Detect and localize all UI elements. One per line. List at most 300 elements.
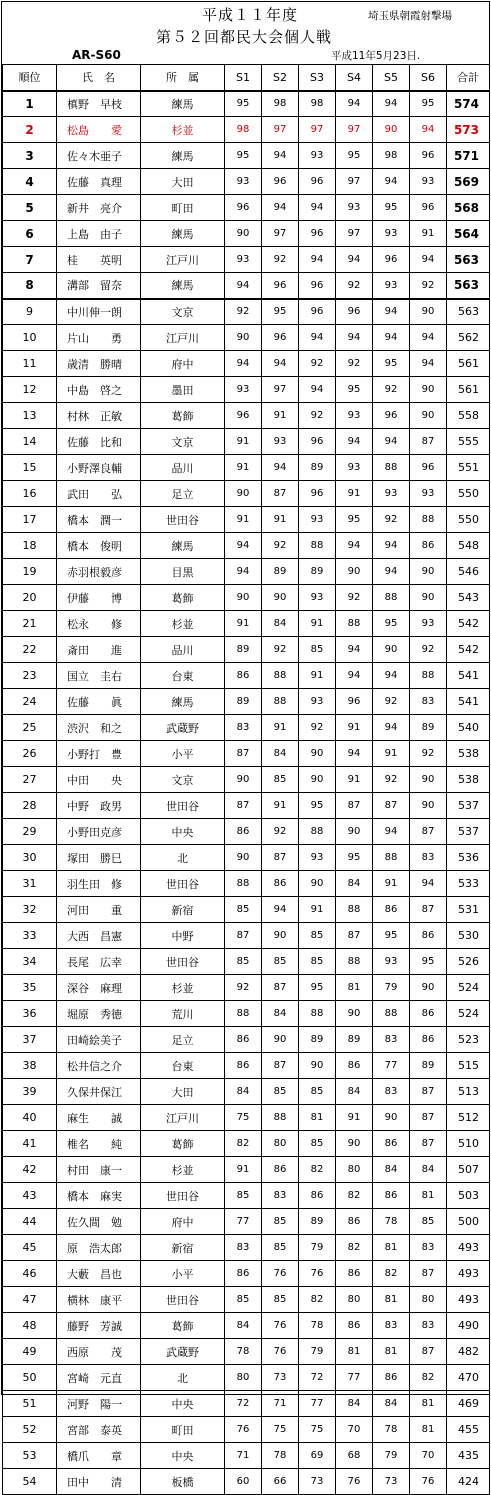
total-cell: 482 <box>447 1339 490 1365</box>
series-3-cell: 69 <box>299 1443 336 1469</box>
series-2-cell: 91 <box>262 793 299 819</box>
table-row <box>3 403 490 429</box>
table-row <box>3 1183 490 1209</box>
series-3-cell: 93 <box>299 689 336 715</box>
series-5-cell: 94 <box>373 299 410 325</box>
series-3-cell: 96 <box>299 481 336 507</box>
series-6-cell: 96 <box>410 455 447 481</box>
series-4-cell: 77 <box>336 1365 373 1391</box>
total-cell: 541 <box>447 663 490 689</box>
series-1-cell: 76 <box>225 1417 262 1443</box>
rank-cell: 47 <box>3 1287 57 1313</box>
team-cell: 台東 <box>141 1053 225 1079</box>
series-5-cell: 83 <box>373 1079 410 1105</box>
total-cell: 537 <box>447 793 490 819</box>
series-5-cell: 83 <box>373 1313 410 1339</box>
series-6-cell: 90 <box>410 299 447 325</box>
series-3-cell: 90 <box>299 1053 336 1079</box>
team-cell: 葛飾 <box>141 585 225 611</box>
series-5-cell: 87 <box>373 793 410 819</box>
series-4-cell: 84 <box>336 1391 373 1417</box>
rank-cell: 25 <box>3 715 57 741</box>
total-cell: 500 <box>447 1209 490 1235</box>
name-cell: 塚田 勝巳 <box>57 845 141 871</box>
series-2-cell: 86 <box>262 1157 299 1183</box>
name-cell: 赤羽根毅彦 <box>57 559 141 585</box>
total-cell: 550 <box>447 481 490 507</box>
series-5-cell: 93 <box>373 481 410 507</box>
series-4-cell: 91 <box>336 1105 373 1131</box>
series-4-cell: 70 <box>336 1417 373 1443</box>
series-5-cell: 86 <box>373 897 410 923</box>
rank-cell: 39 <box>3 1079 57 1105</box>
series-5-cell: 94 <box>373 533 410 559</box>
series-4-cell: 84 <box>336 871 373 897</box>
rank-cell: 49 <box>3 1339 57 1365</box>
table-row <box>3 585 490 611</box>
team-cell: 荒川 <box>141 1001 225 1027</box>
series-2-cell: 84 <box>262 741 299 767</box>
series-4-cell: 81 <box>336 1339 373 1365</box>
series-3-cell: 85 <box>299 637 336 663</box>
series-5-cell: 78 <box>373 1209 410 1235</box>
series-1-cell: 77 <box>225 1209 262 1235</box>
team-cell: 町田 <box>141 1417 225 1443</box>
team-cell: 江戸川 <box>141 325 225 351</box>
name-cell: 松井信之介 <box>57 1053 141 1079</box>
series-2-cell: 93 <box>262 429 299 455</box>
series-5-cell: 86 <box>373 1365 410 1391</box>
table-row <box>3 637 490 663</box>
series-2-cell: 88 <box>262 1105 299 1131</box>
series-1-cell: 90 <box>225 585 262 611</box>
team-cell: 府中 <box>141 1209 225 1235</box>
series-2-cell: 88 <box>262 663 299 689</box>
series-2-cell: 87 <box>262 975 299 1001</box>
series-3-cell: 91 <box>299 611 336 637</box>
series-1-cell: 86 <box>225 1261 262 1287</box>
series-3-cell: 89 <box>299 1027 336 1053</box>
total-cell: 533 <box>447 871 490 897</box>
series-2-cell: 94 <box>262 351 299 377</box>
col-header-team: 所 属 <box>141 65 225 91</box>
series-5-cell: 83 <box>373 1027 410 1053</box>
table-row <box>3 1079 490 1105</box>
series-4-cell: 97 <box>336 117 373 143</box>
series-4-cell: 76 <box>336 1469 373 1495</box>
series-6-cell: 90 <box>410 585 447 611</box>
series-2-cell: 85 <box>262 1235 299 1261</box>
total-cell: 455 <box>447 1417 490 1443</box>
series-6-cell: 90 <box>410 403 447 429</box>
name-cell: 佐藤 真理 <box>57 169 141 195</box>
series-4-cell: 88 <box>336 949 373 975</box>
series-3-cell: 96 <box>299 273 336 299</box>
name-cell: 宮部 泰英 <box>57 1417 141 1443</box>
series-5-cell: 95 <box>373 611 410 637</box>
total-cell: 551 <box>447 455 490 481</box>
team-cell: 墨田 <box>141 377 225 403</box>
series-1-cell: 91 <box>225 507 262 533</box>
table-row <box>3 1209 490 1235</box>
series-1-cell: 85 <box>225 949 262 975</box>
table-row <box>3 975 490 1001</box>
col-header-s1: S1 <box>225 65 262 91</box>
team-cell: 板橋 <box>141 1469 225 1495</box>
total-cell: 531 <box>447 897 490 923</box>
series-6-cell: 90 <box>410 559 447 585</box>
rank-cell: 42 <box>3 1157 57 1183</box>
table-row <box>3 507 490 533</box>
series-4-cell: 87 <box>336 923 373 949</box>
series-6-cell: 93 <box>410 611 447 637</box>
series-3-cell: 92 <box>299 403 336 429</box>
series-3-cell: 97 <box>299 117 336 143</box>
series-4-cell: 84 <box>336 1079 373 1105</box>
series-2-cell: 87 <box>262 481 299 507</box>
series-1-cell: 90 <box>225 325 262 351</box>
total-cell: 548 <box>447 533 490 559</box>
series-6-cell: 92 <box>410 273 447 299</box>
total-cell: 561 <box>447 377 490 403</box>
series-2-cell: 89 <box>262 559 299 585</box>
series-1-cell: 86 <box>225 663 262 689</box>
name-cell: 久保井保江 <box>57 1079 141 1105</box>
series-1-cell: 90 <box>225 767 262 793</box>
total-cell: 493 <box>447 1287 490 1313</box>
series-5-cell: 86 <box>373 1131 410 1157</box>
name-cell: 佐久間 勉 <box>57 1209 141 1235</box>
series-5-cell: 92 <box>373 689 410 715</box>
total-cell: 435 <box>447 1443 490 1469</box>
table-row <box>3 1157 490 1183</box>
table-row <box>3 1053 490 1079</box>
name-cell: 河野 陽一 <box>57 1391 141 1417</box>
series-3-cell: 88 <box>299 819 336 845</box>
series-3-cell: 94 <box>299 325 336 351</box>
table-header-row <box>3 65 490 91</box>
rank-cell: 40 <box>3 1105 57 1131</box>
rank-cell: 2 <box>3 117 57 143</box>
series-1-cell: 85 <box>225 897 262 923</box>
table-row <box>3 949 490 975</box>
team-cell: 文京 <box>141 767 225 793</box>
team-cell: 練馬 <box>141 221 225 247</box>
table-row <box>3 1339 490 1365</box>
series-2-cell: 83 <box>262 1183 299 1209</box>
series-6-cell: 95 <box>410 949 447 975</box>
table-row <box>3 689 490 715</box>
series-6-cell: 86 <box>410 923 447 949</box>
name-cell: 宮崎 元直 <box>57 1365 141 1391</box>
name-cell: 松永 修 <box>57 611 141 637</box>
series-5-cell: 96 <box>373 247 410 273</box>
series-6-cell: 90 <box>410 975 447 1001</box>
series-2-cell: 88 <box>262 689 299 715</box>
rank-cell: 4 <box>3 169 57 195</box>
team-cell: 練馬 <box>141 689 225 715</box>
rank-cell: 3 <box>3 143 57 169</box>
series-6-cell: 90 <box>410 793 447 819</box>
series-4-cell: 94 <box>336 91 373 117</box>
series-3-cell: 85 <box>299 1079 336 1105</box>
series-5-cell: 84 <box>373 1157 410 1183</box>
series-1-cell: 95 <box>225 143 262 169</box>
series-3-cell: 92 <box>299 351 336 377</box>
series-4-cell: 86 <box>336 1053 373 1079</box>
series-3-cell: 85 <box>299 1131 336 1157</box>
name-cell: 深谷 麻理 <box>57 975 141 1001</box>
results-sheet <box>1 1 490 1489</box>
rank-cell: 38 <box>3 1053 57 1079</box>
team-cell: 世田谷 <box>141 1183 225 1209</box>
rank-cell: 12 <box>3 377 57 403</box>
series-2-cell: 85 <box>262 1287 299 1313</box>
total-cell: 512 <box>447 1105 490 1131</box>
name-cell: 橋本 俊明 <box>57 533 141 559</box>
total-cell: 540 <box>447 715 490 741</box>
series-2-cell: 96 <box>262 273 299 299</box>
total-cell: 569 <box>447 169 490 195</box>
series-3-cell: 98 <box>299 91 336 117</box>
rank-cell: 5 <box>3 195 57 221</box>
name-cell: 国立 圭右 <box>57 663 141 689</box>
series-2-cell: 94 <box>262 195 299 221</box>
series-3-cell: 90 <box>299 871 336 897</box>
series-2-cell: 92 <box>262 819 299 845</box>
series-6-cell: 96 <box>410 195 447 221</box>
series-5-cell: 88 <box>373 585 410 611</box>
name-cell: 武田 弘 <box>57 481 141 507</box>
total-cell: 541 <box>447 689 490 715</box>
rank-cell: 50 <box>3 1365 57 1391</box>
series-5-cell: 79 <box>373 1443 410 1469</box>
series-3-cell: 85 <box>299 949 336 975</box>
series-1-cell: 92 <box>225 975 262 1001</box>
col-header-rank: 順位 <box>3 65 57 91</box>
series-4-cell: 94 <box>336 325 373 351</box>
series-6-cell: 81 <box>410 1183 447 1209</box>
series-3-cell: 77 <box>299 1391 336 1417</box>
table-row <box>3 169 490 195</box>
table-row <box>3 455 490 481</box>
series-2-cell: 91 <box>262 403 299 429</box>
name-cell: 伊藤 博 <box>57 585 141 611</box>
series-6-cell: 70 <box>410 1443 447 1469</box>
series-1-cell: 86 <box>225 1027 262 1053</box>
series-4-cell: 94 <box>336 637 373 663</box>
team-cell: 杉並 <box>141 117 225 143</box>
table-row <box>3 1391 490 1417</box>
series-6-cell: 83 <box>410 1235 447 1261</box>
series-6-cell: 94 <box>410 351 447 377</box>
series-4-cell: 91 <box>336 767 373 793</box>
series-1-cell: 98 <box>225 117 262 143</box>
series-4-cell: 93 <box>336 403 373 429</box>
team-cell: 品川 <box>141 637 225 663</box>
series-5-cell: 88 <box>373 1001 410 1027</box>
series-1-cell: 80 <box>225 1365 262 1391</box>
rank-cell: 41 <box>3 1131 57 1157</box>
series-5-cell: 94 <box>373 663 410 689</box>
series-1-cell: 93 <box>225 377 262 403</box>
name-cell: 歳清 勝晴 <box>57 351 141 377</box>
series-4-cell: 86 <box>336 1313 373 1339</box>
series-5-cell: 86 <box>373 1183 410 1209</box>
series-6-cell: 84 <box>410 1157 447 1183</box>
series-6-cell: 94 <box>410 325 447 351</box>
rank-cell: 10 <box>3 325 57 351</box>
name-cell: 田中 清 <box>57 1469 141 1495</box>
series-1-cell: 90 <box>225 221 262 247</box>
series-3-cell: 81 <box>299 1105 336 1131</box>
series-3-cell: 94 <box>299 195 336 221</box>
series-2-cell: 91 <box>262 507 299 533</box>
total-cell: 507 <box>447 1157 490 1183</box>
team-cell: 目黒 <box>141 559 225 585</box>
series-3-cell: 79 <box>299 1235 336 1261</box>
rank-cell: 21 <box>3 611 57 637</box>
series-2-cell: 71 <box>262 1391 299 1417</box>
name-cell: 橋本 潤一 <box>57 507 141 533</box>
series-4-cell: 94 <box>336 663 373 689</box>
table-row <box>3 1469 490 1495</box>
series-6-cell: 87 <box>410 1339 447 1365</box>
series-5-cell: 81 <box>373 1287 410 1313</box>
total-cell: 550 <box>447 507 490 533</box>
series-4-cell: 93 <box>336 195 373 221</box>
series-2-cell: 97 <box>262 117 299 143</box>
series-5-cell: 94 <box>373 715 410 741</box>
table-row <box>3 91 490 117</box>
team-cell: 町田 <box>141 195 225 221</box>
name-cell: 原 浩太郎 <box>57 1235 141 1261</box>
series-3-cell: 94 <box>299 247 336 273</box>
series-6-cell: 83 <box>410 845 447 871</box>
col-header-s6: S6 <box>410 65 447 91</box>
team-cell: 世田谷 <box>141 507 225 533</box>
team-cell: 練馬 <box>141 273 225 299</box>
series-4-cell: 92 <box>336 273 373 299</box>
series-1-cell: 75 <box>225 1105 262 1131</box>
series-3-cell: 90 <box>299 741 336 767</box>
series-1-cell: 91 <box>225 1157 262 1183</box>
rank-cell: 14 <box>3 429 57 455</box>
name-cell: 大藪 昌也 <box>57 1261 141 1287</box>
series-5-cell: 90 <box>373 637 410 663</box>
table-row <box>3 715 490 741</box>
series-4-cell: 90 <box>336 1001 373 1027</box>
series-5-cell: 94 <box>373 325 410 351</box>
rank-cell: 36 <box>3 1001 57 1027</box>
rank-cell: 31 <box>3 871 57 897</box>
series-5-cell: 91 <box>373 871 410 897</box>
series-3-cell: 90 <box>299 767 336 793</box>
name-cell: 渋沢 和之 <box>57 715 141 741</box>
total-cell: 524 <box>447 1001 490 1027</box>
series-4-cell: 95 <box>336 143 373 169</box>
series-3-cell: 94 <box>299 377 336 403</box>
series-2-cell: 85 <box>262 1209 299 1235</box>
series-3-cell: 72 <box>299 1365 336 1391</box>
series-3-cell: 82 <box>299 1157 336 1183</box>
rank-cell: 1 <box>3 91 57 117</box>
series-5-cell: 93 <box>373 273 410 299</box>
series-6-cell: 76 <box>410 1469 447 1495</box>
team-cell: 府中 <box>141 351 225 377</box>
col-header-s5: S5 <box>373 65 410 91</box>
series-3-cell: 96 <box>299 429 336 455</box>
table-row <box>3 1313 490 1339</box>
series-4-cell: 89 <box>336 1027 373 1053</box>
series-5-cell: 81 <box>373 1235 410 1261</box>
col-header-name: 氏 名 <box>57 65 141 91</box>
table-row <box>3 1417 490 1443</box>
rank-cell: 53 <box>3 1443 57 1469</box>
series-2-cell: 75 <box>262 1417 299 1443</box>
rank-cell: 51 <box>3 1391 57 1417</box>
series-4-cell: 94 <box>336 429 373 455</box>
series-5-cell: 91 <box>373 741 410 767</box>
event-year-title: 平成１１年度 <box>202 6 299 24</box>
team-cell: 中野 <box>141 923 225 949</box>
rank-cell: 8 <box>3 273 57 299</box>
table-row <box>3 299 490 325</box>
series-3-cell: 93 <box>299 507 336 533</box>
rank-cell: 11 <box>3 351 57 377</box>
team-cell: 文京 <box>141 299 225 325</box>
series-1-cell: 94 <box>225 273 262 299</box>
series-1-cell: 88 <box>225 1001 262 1027</box>
event-date: 平成11年5月23日. <box>331 50 421 62</box>
series-1-cell: 87 <box>225 923 262 949</box>
series-3-cell: 91 <box>299 897 336 923</box>
series-6-cell: 87 <box>410 897 447 923</box>
series-3-cell: 93 <box>299 143 336 169</box>
series-3-cell: 95 <box>299 975 336 1001</box>
rank-cell: 30 <box>3 845 57 871</box>
team-cell: 小平 <box>141 1261 225 1287</box>
series-5-cell: 92 <box>373 507 410 533</box>
total-cell: 563 <box>447 299 490 325</box>
series-6-cell: 87 <box>410 429 447 455</box>
series-5-cell: 79 <box>373 975 410 1001</box>
rank-cell: 22 <box>3 637 57 663</box>
total-cell: 515 <box>447 1053 490 1079</box>
team-cell: 杉並 <box>141 611 225 637</box>
name-cell: 佐藤 比和 <box>57 429 141 455</box>
series-1-cell: 91 <box>225 455 262 481</box>
series-3-cell: 95 <box>299 793 336 819</box>
team-cell: 葛飾 <box>141 1131 225 1157</box>
table-row <box>3 481 490 507</box>
team-cell: 新宿 <box>141 1235 225 1261</box>
series-6-cell: 96 <box>410 143 447 169</box>
name-cell: 松島 愛 <box>57 117 141 143</box>
table-row <box>3 819 490 845</box>
table-row <box>3 533 490 559</box>
series-4-cell: 96 <box>336 299 373 325</box>
series-5-cell: 92 <box>373 377 410 403</box>
series-2-cell: 90 <box>262 585 299 611</box>
series-1-cell: 94 <box>225 559 262 585</box>
name-cell: 中野 政男 <box>57 793 141 819</box>
series-6-cell: 87 <box>410 1105 447 1131</box>
total-cell: 536 <box>447 845 490 871</box>
series-3-cell: 89 <box>299 455 336 481</box>
rank-cell: 16 <box>3 481 57 507</box>
total-cell: 555 <box>447 429 490 455</box>
